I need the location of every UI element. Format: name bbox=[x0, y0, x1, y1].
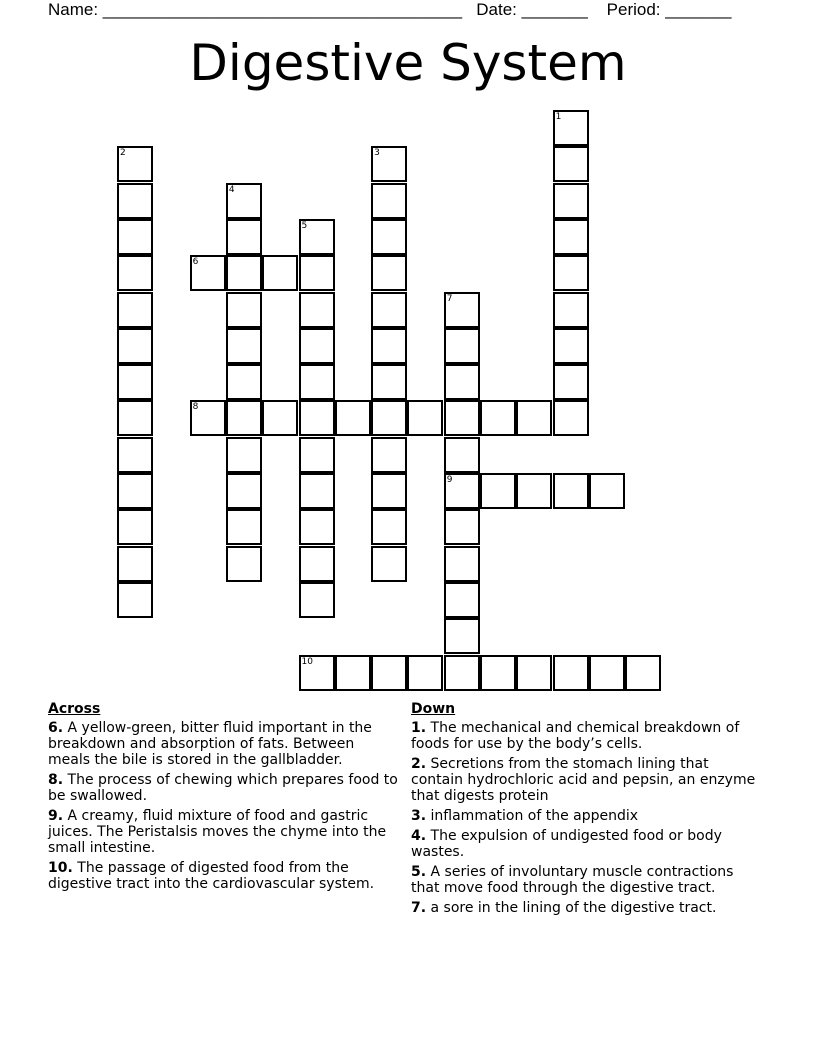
clue-item-number: 10. bbox=[48, 860, 73, 876]
clue-item-number: 2. bbox=[411, 756, 427, 772]
crossword-cell[interactable] bbox=[299, 473, 335, 509]
crossword-cell[interactable] bbox=[262, 400, 298, 436]
crossword-cell[interactable] bbox=[371, 146, 407, 182]
crossword-cell[interactable] bbox=[553, 473, 589, 509]
crossword-cell[interactable] bbox=[444, 655, 480, 691]
crossword-cell[interactable] bbox=[371, 219, 407, 255]
clue-number: 1 bbox=[555, 112, 562, 122]
clue-item-number: 9. bbox=[48, 808, 64, 824]
crossword-cell[interactable] bbox=[335, 655, 371, 691]
clue-item bbox=[411, 756, 761, 804]
crossword-cell[interactable] bbox=[371, 328, 407, 364]
crossword-cell[interactable] bbox=[371, 400, 407, 436]
crossword-cell[interactable] bbox=[226, 546, 262, 582]
crossword-cell[interactable] bbox=[226, 473, 262, 509]
clue-item bbox=[48, 720, 398, 768]
crossword-cell[interactable] bbox=[444, 292, 480, 328]
crossword-cell[interactable] bbox=[117, 582, 153, 618]
down-clue-list bbox=[411, 720, 761, 916]
crossword-cell[interactable] bbox=[226, 437, 262, 473]
crossword-cell[interactable] bbox=[299, 328, 335, 364]
crossword-cell[interactable] bbox=[516, 473, 552, 509]
clue-number: 7 bbox=[446, 293, 453, 304]
crossword-cell[interactable] bbox=[553, 328, 589, 364]
crossword-cell[interactable] bbox=[444, 328, 480, 364]
clue-item-number: 3. bbox=[411, 808, 427, 824]
crossword-cell[interactable] bbox=[480, 473, 516, 509]
crossword-cell[interactable] bbox=[226, 328, 262, 364]
clue-number: 9 bbox=[446, 475, 453, 485]
clue-number: 2 bbox=[120, 148, 126, 159]
crossword-cell[interactable] bbox=[117, 219, 153, 255]
crossword-cell[interactable] bbox=[371, 546, 407, 582]
crossword-cell[interactable] bbox=[117, 364, 153, 400]
crossword-cell[interactable] bbox=[226, 219, 262, 255]
crossword-cell[interactable] bbox=[117, 473, 153, 509]
crossword-cell[interactable] bbox=[299, 546, 335, 582]
crossword-cell[interactable] bbox=[117, 146, 153, 182]
clue-item bbox=[48, 860, 398, 892]
crossword-cell[interactable] bbox=[553, 183, 589, 219]
crossword-cell[interactable] bbox=[371, 255, 407, 291]
crossword-cell[interactable] bbox=[371, 473, 407, 509]
crossword-cell[interactable] bbox=[444, 473, 480, 509]
crossword-cell[interactable] bbox=[299, 582, 335, 618]
clue-item-text: The mechanical and chemical breakdown of foods for use by the body’s cells. bbox=[411, 720, 740, 752]
crossword-cell[interactable] bbox=[117, 509, 153, 545]
crossword-cell[interactable] bbox=[117, 328, 153, 364]
crossword-cell[interactable] bbox=[444, 546, 480, 582]
down-heading: Down bbox=[411, 701, 456, 717]
clue-item bbox=[411, 720, 761, 752]
crossword-cell[interactable] bbox=[117, 255, 153, 291]
crossword-cell[interactable] bbox=[262, 255, 298, 291]
clue-item bbox=[48, 772, 398, 804]
crossword-cell[interactable] bbox=[553, 255, 589, 291]
crossword-cell[interactable] bbox=[226, 400, 262, 436]
clue-item-text: A creamy, fluid mixture of food and gastric juices. The Peristalsis moves the chyme into the small intestine. bbox=[48, 808, 387, 856]
crossword-cell[interactable] bbox=[371, 183, 407, 219]
crossword-cell[interactable] bbox=[371, 437, 407, 473]
crossword-cell[interactable] bbox=[407, 655, 443, 691]
crossword-cell[interactable] bbox=[299, 509, 335, 545]
clue-item bbox=[411, 828, 761, 860]
crossword-cell[interactable] bbox=[553, 219, 589, 255]
crossword-cell[interactable] bbox=[371, 364, 407, 400]
across-heading: Across bbox=[48, 701, 101, 717]
down-clues bbox=[411, 701, 761, 920]
clue-item-number: 8. bbox=[48, 772, 64, 788]
crossword-cell[interactable] bbox=[444, 364, 480, 400]
crossword-cell[interactable] bbox=[516, 400, 552, 436]
crossword-cell[interactable] bbox=[553, 110, 589, 146]
crossword-cell[interactable] bbox=[444, 509, 480, 545]
crossword-cell[interactable] bbox=[226, 292, 262, 328]
crossword-cell[interactable] bbox=[226, 183, 262, 219]
clue-number: 4 bbox=[228, 184, 235, 195]
crossword-cell[interactable] bbox=[226, 364, 262, 400]
crossword-cell[interactable] bbox=[444, 437, 480, 473]
crossword-cell[interactable] bbox=[444, 618, 480, 654]
clue-item-number: 5. bbox=[411, 864, 427, 880]
crossword-cell[interactable] bbox=[553, 400, 589, 436]
clue-item-text: Secretions from the stomach lining that contain hydrochloric acid and pepsin, an enzyme that digests protein bbox=[411, 756, 756, 804]
clue-number: 8 bbox=[192, 402, 199, 413]
crossword-cell[interactable] bbox=[117, 546, 153, 582]
crossword-cell[interactable] bbox=[480, 400, 516, 436]
clue-item-number: 1. bbox=[411, 720, 427, 736]
clue-item bbox=[411, 808, 761, 824]
clue-item-text: The expulsion of undigested food or body wastes. bbox=[411, 828, 722, 860]
crossword-cell[interactable] bbox=[407, 400, 443, 436]
crossword-cell[interactable] bbox=[299, 655, 335, 691]
across-clues bbox=[48, 701, 398, 896]
clue-item-number: 4. bbox=[411, 828, 427, 844]
clue-item bbox=[48, 808, 398, 856]
header-fields: Name: ______________________________________ Date: _______ Period: _______ bbox=[48, 0, 732, 19]
across-clue-list bbox=[48, 720, 398, 892]
crossword-cell[interactable] bbox=[589, 655, 625, 691]
crossword-cell[interactable] bbox=[553, 292, 589, 328]
crossword-cell[interactable] bbox=[371, 655, 407, 691]
crossword-cell[interactable] bbox=[444, 400, 480, 436]
clue-item-number: 6. bbox=[48, 720, 64, 736]
crossword-cell[interactable] bbox=[117, 437, 153, 473]
crossword-cell[interactable] bbox=[190, 255, 226, 291]
crossword-cell[interactable] bbox=[299, 255, 335, 291]
crossword-cell[interactable] bbox=[444, 582, 480, 618]
page-title: Digestive System bbox=[189, 34, 627, 92]
clue-item-text: A yellow-green, bitter fluid important in the breakdown and absorption of fats. Between meals the bile is stored in the gallbladder. bbox=[48, 720, 372, 768]
clue-item-text: A series of involuntary muscle contractions that move food through the digestive tract. bbox=[411, 864, 734, 896]
crossword-cell[interactable] bbox=[335, 400, 371, 436]
clue-number: 5 bbox=[301, 220, 308, 231]
crossword-cell[interactable] bbox=[371, 509, 407, 545]
clue-item-text: The passage of digested food from the digestive tract into the cardiovascular system. bbox=[48, 860, 375, 892]
clue-item-text: a sore in the lining of the digestive tract. bbox=[430, 900, 717, 916]
crossword-cell[interactable] bbox=[299, 400, 335, 436]
clue-item bbox=[411, 900, 761, 916]
clue-number: 3 bbox=[374, 148, 380, 159]
clue-number: 6 bbox=[192, 257, 199, 268]
crossword-cell[interactable] bbox=[190, 400, 226, 436]
crossword-cell[interactable] bbox=[516, 655, 552, 691]
crossword-cell[interactable] bbox=[589, 473, 625, 509]
crossword-cell[interactable] bbox=[480, 655, 516, 691]
crossword-cell[interactable] bbox=[371, 292, 407, 328]
crossword-cell[interactable] bbox=[117, 292, 153, 328]
crossword-cell[interactable] bbox=[625, 655, 661, 691]
clue-item bbox=[411, 864, 761, 896]
crossword-cell[interactable] bbox=[117, 400, 153, 436]
crossword-cell[interactable] bbox=[553, 146, 589, 182]
crossword-cell[interactable] bbox=[299, 364, 335, 400]
crossword-cell[interactable] bbox=[553, 655, 589, 691]
crossword-cell[interactable] bbox=[299, 292, 335, 328]
crossword-cell[interactable] bbox=[226, 509, 262, 545]
crossword-cell[interactable] bbox=[553, 364, 589, 400]
crossword-cell[interactable] bbox=[299, 437, 335, 473]
crossword-cell[interactable] bbox=[299, 219, 335, 255]
crossword-cell[interactable] bbox=[117, 183, 153, 219]
clue-number: 10 bbox=[301, 656, 313, 667]
clue-item-text: The process of chewing which prepares food to be swallowed. bbox=[48, 772, 398, 804]
crossword-cell[interactable] bbox=[226, 255, 262, 291]
clue-item-text: inflammation of the appendix bbox=[430, 808, 639, 824]
clue-item-number: 7. bbox=[411, 900, 427, 916]
